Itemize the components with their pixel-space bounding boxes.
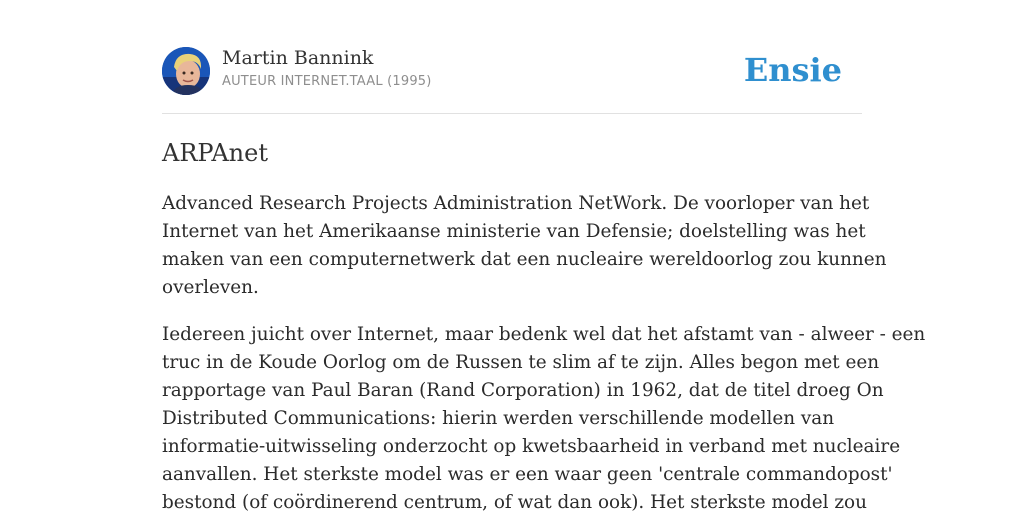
text-line: bestond (of coördinerend centrum, of wat dan ook). Het sterkste model zou	[162, 492, 867, 512]
author-avatar[interactable]	[162, 47, 210, 95]
author-photo	[162, 47, 210, 95]
text-line: rapportage van Paul Baran (Rand Corporation) in 1962, dat de titel droeg On	[162, 380, 884, 401]
text-line: Distributed Communications: hierin werden verschillende modellen van	[162, 408, 835, 429]
text-line: informatie-uitwisseling onderzocht op kwetsbaarheid in verband met nucleaire	[162, 436, 901, 457]
entry-title: ARPAnet	[162, 139, 268, 167]
entry-body	[162, 190, 926, 512]
text-line: Advanced Research Projects Administration NetWork. De voorloper van het	[162, 193, 870, 214]
text-line: aanvallen. Het sterkste model was er een waar geen 'centrale commandopost'	[162, 464, 893, 485]
text-line: Iedereen juicht over Internet, maar bedenk wel dat het afstamt van - alweer - een	[162, 324, 926, 345]
paragraph-history	[162, 321, 926, 512]
author-role: AUTEUR INTERNET.TAAL (1995)	[222, 74, 432, 89]
entry-header	[162, 0, 862, 114]
text-line: Internet van het Amerikaanse ministerie van Defensie; doelstelling was het	[162, 221, 866, 242]
text-line: maken van een computernetwerk dat een nucleaire wereldoorlog zou kunnen	[162, 249, 887, 270]
text-line: truc in de Koude Oorlog om de Russen te slim af te zijn. Alles begon met een	[162, 352, 880, 373]
paragraph-definition	[162, 190, 887, 302]
ensie-logo[interactable]: Ensie	[743, 51, 842, 89]
text-line: overleven.	[162, 277, 259, 298]
entry-card	[162, 0, 926, 512]
author-name[interactable]: Martin Bannink	[222, 47, 374, 69]
